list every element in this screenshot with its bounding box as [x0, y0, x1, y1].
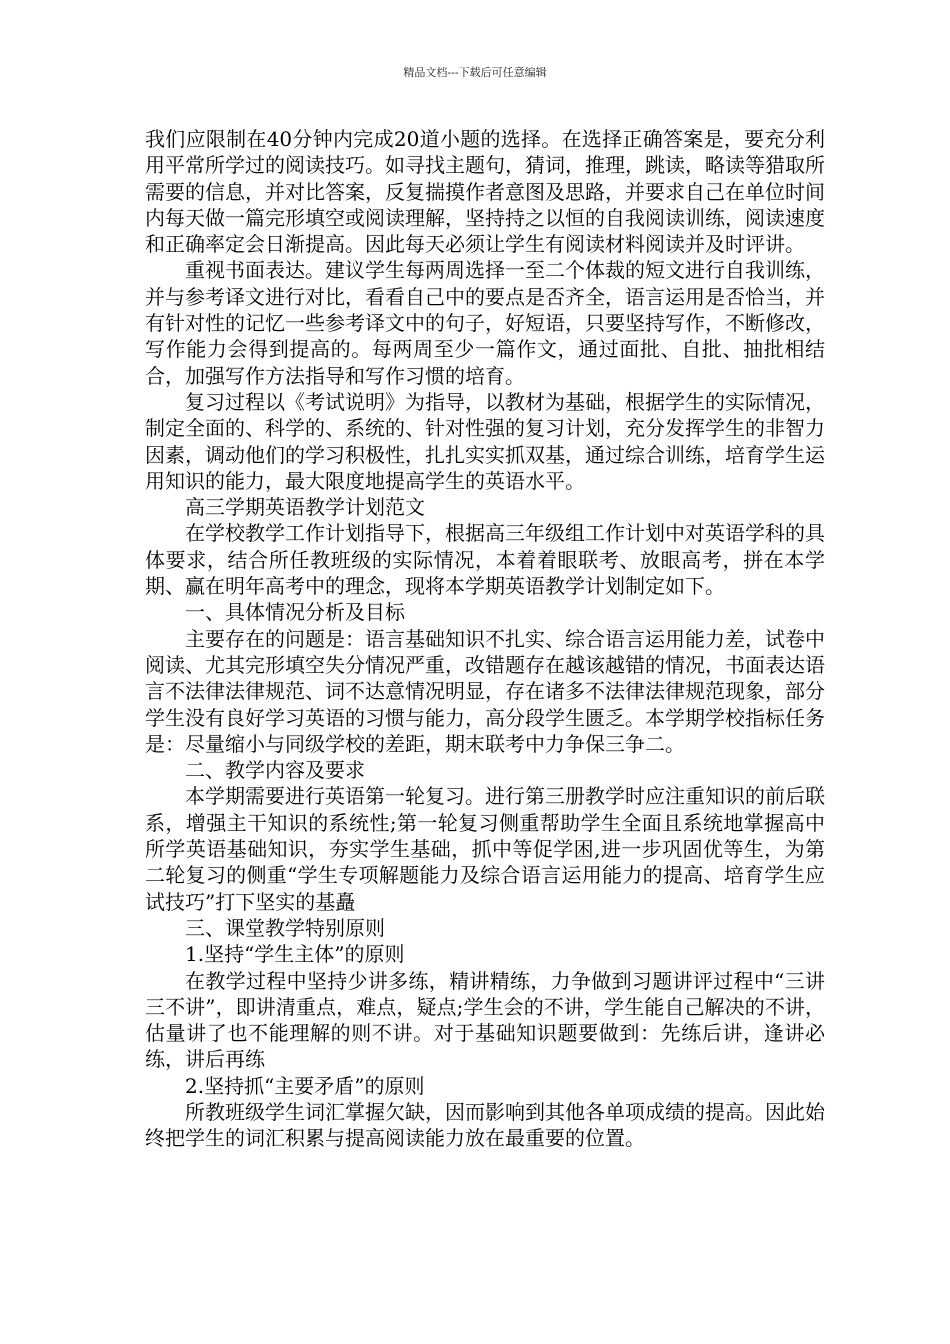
paragraph-intro: 在学校教学工作计划指导下，根据高三年级组工作计划中对英语学科的具体要求，结合所任教班级的实际情况，本着着眼联考、放眼高考，拼在本学期、赢在明年高考中的理念，现将本学期英语教学计划制定如下。 — [145, 521, 825, 599]
heading-principle-1: 1.坚持“学生主体”的原则 — [185, 942, 405, 967]
page-header: 精品文档---下载后可任意编辑 — [403, 66, 547, 79]
paragraph-principle-2: 所教班级学生词汇掌握欠缺，因而影响到其他各单项成绩的提高。因此始终把学生的词汇积累与提高阅读能力放在最重要的位置。 — [145, 1099, 825, 1151]
paragraph-principle-1: 在教学过程中坚持少讲多练，精讲精练，力争做到习题讲评过程中“三讲三不讲”，即讲清重点，难点，疑点;学生会的不讲，学生能自己解决的不讲，估量讲了也不能理解的则不讲。对于基础知识题要做到：先练后讲，逢讲必练，讲后再练 — [145, 968, 825, 1072]
section-title: 高三学期英语教学计划范文 — [185, 495, 425, 520]
paragraph-review-process: 复习过程以《考试说明》为指导，以教材为基础，根据学生的实际情况，制定全面的、科学的、系统的、针对性强的复习计划，充分发挥学生的非智力因素，调动他们的学习积极性，扎扎实实抓双基，通过综合训练，培育学生运用知识的能力，最大限度地提高学生的英语水平。 — [145, 389, 825, 493]
paragraph-reading-practice: 我们应限制在40分钟内完成20道小题的选择。在选择正确答案是，要充分利用平常所学过的阅读技巧。如寻找主题句，猜词，推理，跳读，略读等猎取所需要的信息，并对比答案，反复揣摸作者意图及思路，并要求自己在单位时间内每天做一篇完形填空或阅读理解，坚持持之以恒的自我阅读训练，阅读速度和正确率定会日渐提高。因此每天必须让学生有阅读材料阅读并及时评讲。 — [145, 127, 825, 257]
heading-situation-analysis: 一、具体情况分析及目标 — [185, 600, 405, 625]
paragraph-writing-practice: 重视书面表达。建议学生每两周选择一至二个体裁的短文进行自我训练，并与参考译文进行对比，看看自己中的要点是否齐全，语言运用是否恰当，并有针对性的记忆一些参考译文中的句子，好短语，只要坚持写作，不断修改，写作能力会得到提高的。每两周至少一篇作文，通过面批、自批、抽批相结合，加强写作方法指导和写作习惯的培育。 — [145, 258, 825, 388]
paragraph-problems: 主要存在的问题是：语言基础知识不扎实、综合语言运用能力差，试卷中阅读、尤其完形填空失分情况严重，改错题存在越该越错的情况，书面表达语言不法律法律规范、词不达意情况明显，存在诸多不法律法律规范现象，部分学生没有良好学习英语的习惯与能力，高分段学生匮乏。本学期学校指标任务是：尽量缩小与同级学校的差距，期末联考中力争保三争二。 — [145, 626, 825, 756]
heading-principle-2: 2.坚持抓“主要矛盾”的原则 — [185, 1073, 425, 1098]
document-body — [145, 126, 825, 1152]
heading-classroom-principles: 三、课堂教学特别原则 — [185, 915, 385, 940]
paragraph-teaching-content: 本学期需要进行英语第一轮复习。进行第三册教学时应注重知识的前后联系，增强主干知识的系统性;第一轮复习侧重帮助学生全面且系统地掌握高中所学英语基础知识，夯实学生基础，抓中等促学困,进一步巩固优等生，为第二轮复习的侧重“学生专项解题能力及综合语言运用能力的提高、培育学生应试技巧”打下坚实的基矗 — [145, 784, 825, 914]
heading-teaching-content: 二、教学内容及要求 — [185, 758, 365, 783]
